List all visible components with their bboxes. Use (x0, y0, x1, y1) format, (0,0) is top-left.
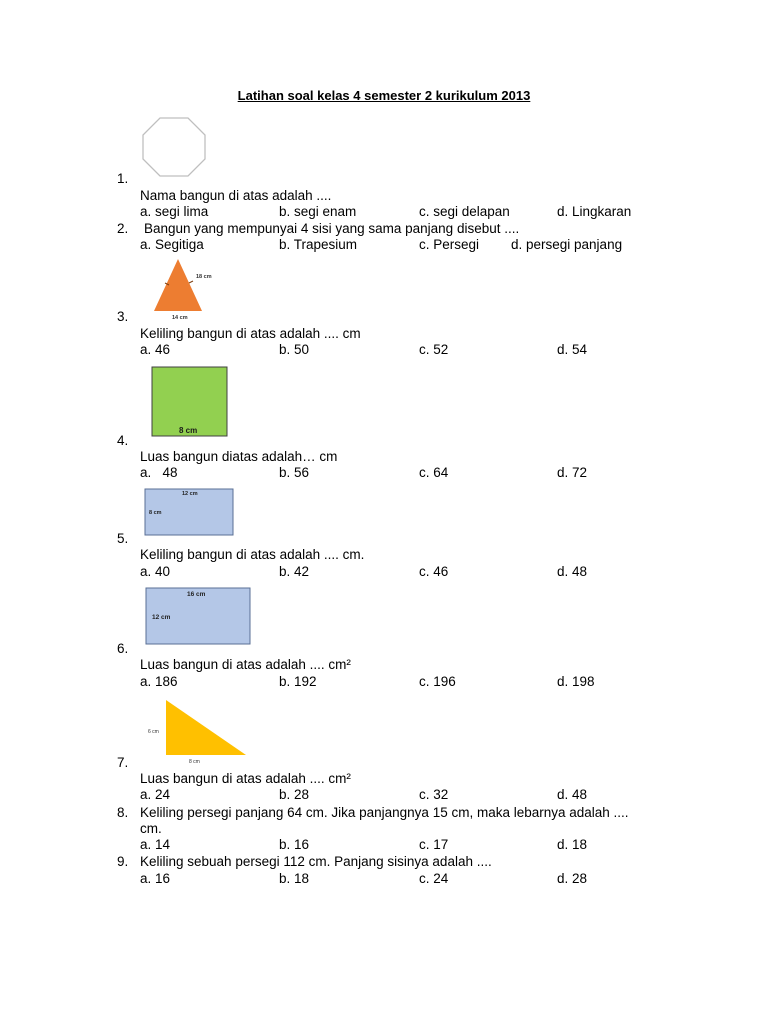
question-3-option-d: d. 54 (557, 342, 588, 357)
rectangle-figure-q6 (145, 587, 253, 647)
question-7-text: Luas bangun di atas adalah .... cm² (140, 771, 351, 786)
question-5-text: Keliling bangun di atas adalah .... cm. (140, 547, 365, 562)
question-8-option-c: c. 17 (419, 837, 449, 852)
question-8-option-d: d. 18 (557, 837, 588, 852)
question-5-option-d: d. 48 (557, 564, 588, 579)
question-2-option-a: a. Segitiga (140, 237, 204, 252)
question-5-option-a: a. 40 (140, 564, 171, 579)
right-triangle-height-label: 6 cm (148, 729, 159, 735)
question-7-number: 7. (117, 755, 129, 770)
question-6-option-a: a. 186 (140, 674, 178, 689)
question-2-option-b: b. Trapesium (279, 237, 358, 252)
triangle-shape (154, 259, 202, 311)
question-3-text: Keliling bangun di atas adalah .... cm (140, 326, 361, 341)
title-text: Latihan soal kelas 4 semester 2 kurikulum 2013 (237, 88, 531, 103)
question-1-option-b: b. segi enam (279, 204, 357, 219)
triangle-figure-q3 (150, 256, 220, 322)
question-2-option-c: c. Persegi (419, 237, 480, 252)
question-9-option-d: d. 28 (557, 871, 588, 886)
question-6-option-d: d. 198 (557, 674, 595, 689)
question-7-option-a: a. 24 (140, 787, 171, 802)
question-8-text: Keliling persegi panjang 64 cm. Jika panjangnya 15 cm, maka lebarnya adalah .... (140, 805, 629, 820)
question-8-option-b: b. 16 (279, 837, 310, 852)
question-6-text: Luas bangun di atas adalah .... cm² (140, 657, 351, 672)
question-9-option-c: c. 24 (419, 871, 449, 886)
question-9-number: 9. (117, 854, 129, 869)
square-figure-q4 (151, 366, 229, 438)
triangle-base-label: 14 cm (172, 315, 188, 321)
question-6-number: 6. (117, 641, 129, 656)
question-3-option-b: b. 50 (279, 342, 310, 357)
question-1-number: 1. (117, 171, 129, 186)
right-triangle-base-label: 8 cm (189, 759, 200, 765)
question-4-option-b: b. 56 (279, 465, 310, 480)
question-4-option-d: d. 72 (557, 465, 588, 480)
rectangle-length-label: 12 cm (182, 491, 198, 497)
question-6-option-b: b. 192 (279, 674, 317, 689)
rectangle-figure-q5 (144, 488, 236, 538)
question-2-text: Bangun yang mempunyai 4 sisi yang sama panjang disebut .... (144, 221, 520, 236)
question-1-option-c: c. segi delapan (419, 204, 510, 219)
question-3-option-a: a. 46 (140, 342, 171, 357)
rectangle-width-label: 12 cm (152, 614, 171, 621)
question-4-text: Luas bangun diatas adalah… cm (140, 449, 338, 464)
question-7-option-b: b. 28 (279, 787, 310, 802)
question-5-option-c: c. 46 (419, 564, 449, 579)
question-7-option-d: d. 48 (557, 787, 588, 802)
question-8-option-a: a. 14 (140, 837, 171, 852)
rectangle-width-label: 8 cm (149, 510, 162, 516)
question-5-option-b: b. 42 (279, 564, 310, 579)
question-8-number: 8. (117, 805, 129, 820)
question-7-option-c: c. 32 (419, 787, 449, 802)
rectangle-length-label: 16 cm (187, 591, 206, 598)
question-8-text-continued: cm. (140, 821, 162, 836)
question-4-number: 4. (117, 433, 129, 448)
question-1-text: Nama bangun di atas adalah .... (140, 188, 332, 203)
question-9-text: Keliling sebuah persegi 112 cm. Panjang sisinya adalah .... (140, 854, 492, 869)
question-9-option-a: a. 16 (140, 871, 171, 886)
square-side-label: 8 cm (179, 426, 198, 435)
question-3-option-c: c. 52 (419, 342, 449, 357)
question-4-option-a: a. 48 (140, 465, 178, 480)
question-9-option-b: b. 18 (279, 871, 310, 886)
question-1-option-d: d. Lingkaran (557, 204, 632, 219)
right-triangle-figure-q7 (145, 698, 250, 766)
question-4-option-c: c. 64 (419, 465, 449, 480)
question-1-option-a: a. segi lima (140, 204, 209, 219)
octagon-figure (140, 116, 208, 178)
question-6-option-c: c. 196 (419, 674, 456, 689)
page-title (0, 88, 768, 104)
question-2-option-d: d. persegi panjang (511, 237, 623, 252)
triangle-side-label: 18 cm (196, 274, 212, 280)
question-2-number: 2. (117, 221, 129, 236)
question-3-number: 3. (117, 309, 129, 324)
right-triangle-shape (166, 700, 246, 755)
question-5-number: 5. (117, 531, 129, 546)
